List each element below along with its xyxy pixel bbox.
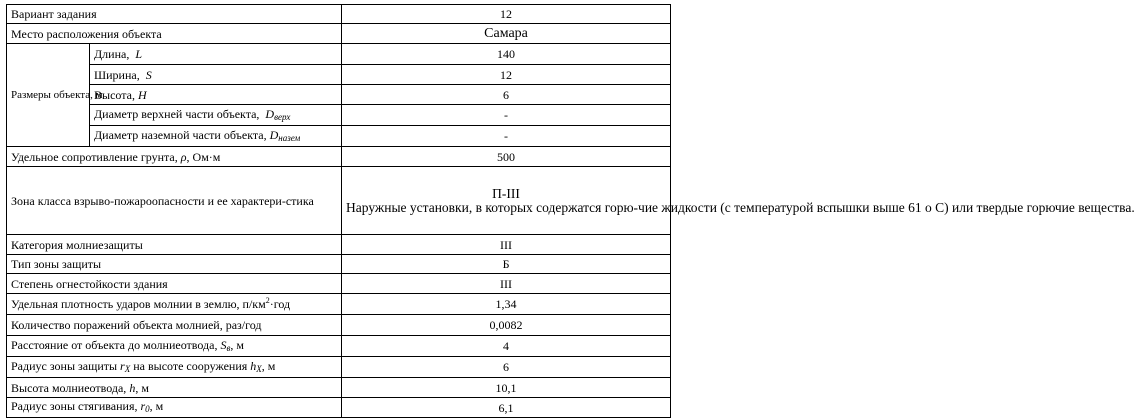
table-row: [7, 235, 671, 255]
location-label: Место расположения объекта: [7, 24, 342, 44]
zone-type-label: Тип зоны защиты: [7, 255, 342, 274]
table-row: [7, 44, 671, 65]
size-group-label: Размеры объекта, м: [7, 44, 90, 147]
contraction-radius-label: Радиус зоны стягивания, $r_0$, м: [7, 398, 342, 418]
distance-label: Расстояние от объекта до молниеотвода, $S_в$, м: [7, 336, 342, 357]
category-value: III: [342, 235, 671, 255]
table-row: [7, 255, 671, 274]
table-row: [7, 24, 671, 44]
width-value: 12: [342, 65, 671, 85]
table-row: [7, 5, 671, 24]
d-top-value: -: [342, 105, 671, 126]
variant-value: 12: [342, 5, 671, 24]
table-row: [7, 398, 671, 418]
table-row: [7, 357, 671, 378]
rod-height-value: 10,1: [342, 378, 671, 398]
fire-resistance-value: III: [342, 274, 671, 294]
width-label: Ширина, S: [90, 65, 342, 85]
rod-height-label: Высота молниеотвода, h, м: [7, 378, 342, 398]
table-row: [7, 294, 671, 315]
table-row: [7, 105, 671, 126]
zone-radius-value: 6: [342, 357, 671, 378]
zone-type-value: Б: [342, 255, 671, 274]
length-value: 140: [342, 44, 671, 65]
table-row: [7, 336, 671, 357]
strikes-count-value: 0,0082: [342, 315, 671, 336]
contraction-radius-value: 6,1: [342, 398, 671, 418]
resistivity-value: 500: [342, 147, 671, 167]
fire-resistance-label: Степень огнестойкости здания: [7, 274, 342, 294]
height-label: Высота, H: [90, 85, 342, 105]
resistivity-label: Удельное сопротивление грунта, ρ, Ом·м: [7, 147, 342, 167]
zone-value: [342, 167, 1135, 235]
variant-label: Вариант задания: [7, 5, 342, 24]
table-row: [7, 65, 671, 85]
location-value: Самара: [342, 24, 671, 44]
strikes-count-label: Количество поражений объекта молнией, раз/год: [7, 315, 342, 336]
table-row: [7, 126, 671, 147]
zone-label: Зона класса взрыво-пожароопасности и ее характери-стика: [7, 167, 342, 235]
strike-density-label: Удельная плотность ударов молнии в землю, $п/км^2\cdot год$: [7, 294, 342, 315]
table-row: [7, 315, 671, 336]
table-row: [7, 274, 671, 294]
zone-radius-label: Радиус зоны защиты $r_X$ на высоте сооружения $h_X$, м: [7, 357, 342, 378]
parameters-table: [6, 4, 1135, 418]
d-top-label: Диаметр верхней части объекта, $D_{верх}$: [90, 105, 342, 126]
table-row: [7, 378, 671, 398]
height-value: 6: [342, 85, 671, 105]
zone-class: П-III: [492, 185, 520, 201]
table-row: [7, 167, 671, 235]
length-label: Длина, L: [90, 44, 342, 65]
table-row: [7, 147, 671, 167]
category-label: Категория молниезащиты: [7, 235, 342, 255]
d-ground-label: Диаметр наземной части объекта, $D_{назем}$: [90, 126, 342, 147]
d-ground-value: -: [342, 126, 671, 147]
distance-value: 4: [342, 336, 671, 357]
table-row: [7, 85, 671, 105]
strike-density-value: 1,34: [342, 294, 671, 315]
zone-description: Наружные установки, в которых содержатся горю-чие жидкости (с температурой вспышки выше 61 о С) или твердые горючие вещества.: [346, 199, 1135, 215]
